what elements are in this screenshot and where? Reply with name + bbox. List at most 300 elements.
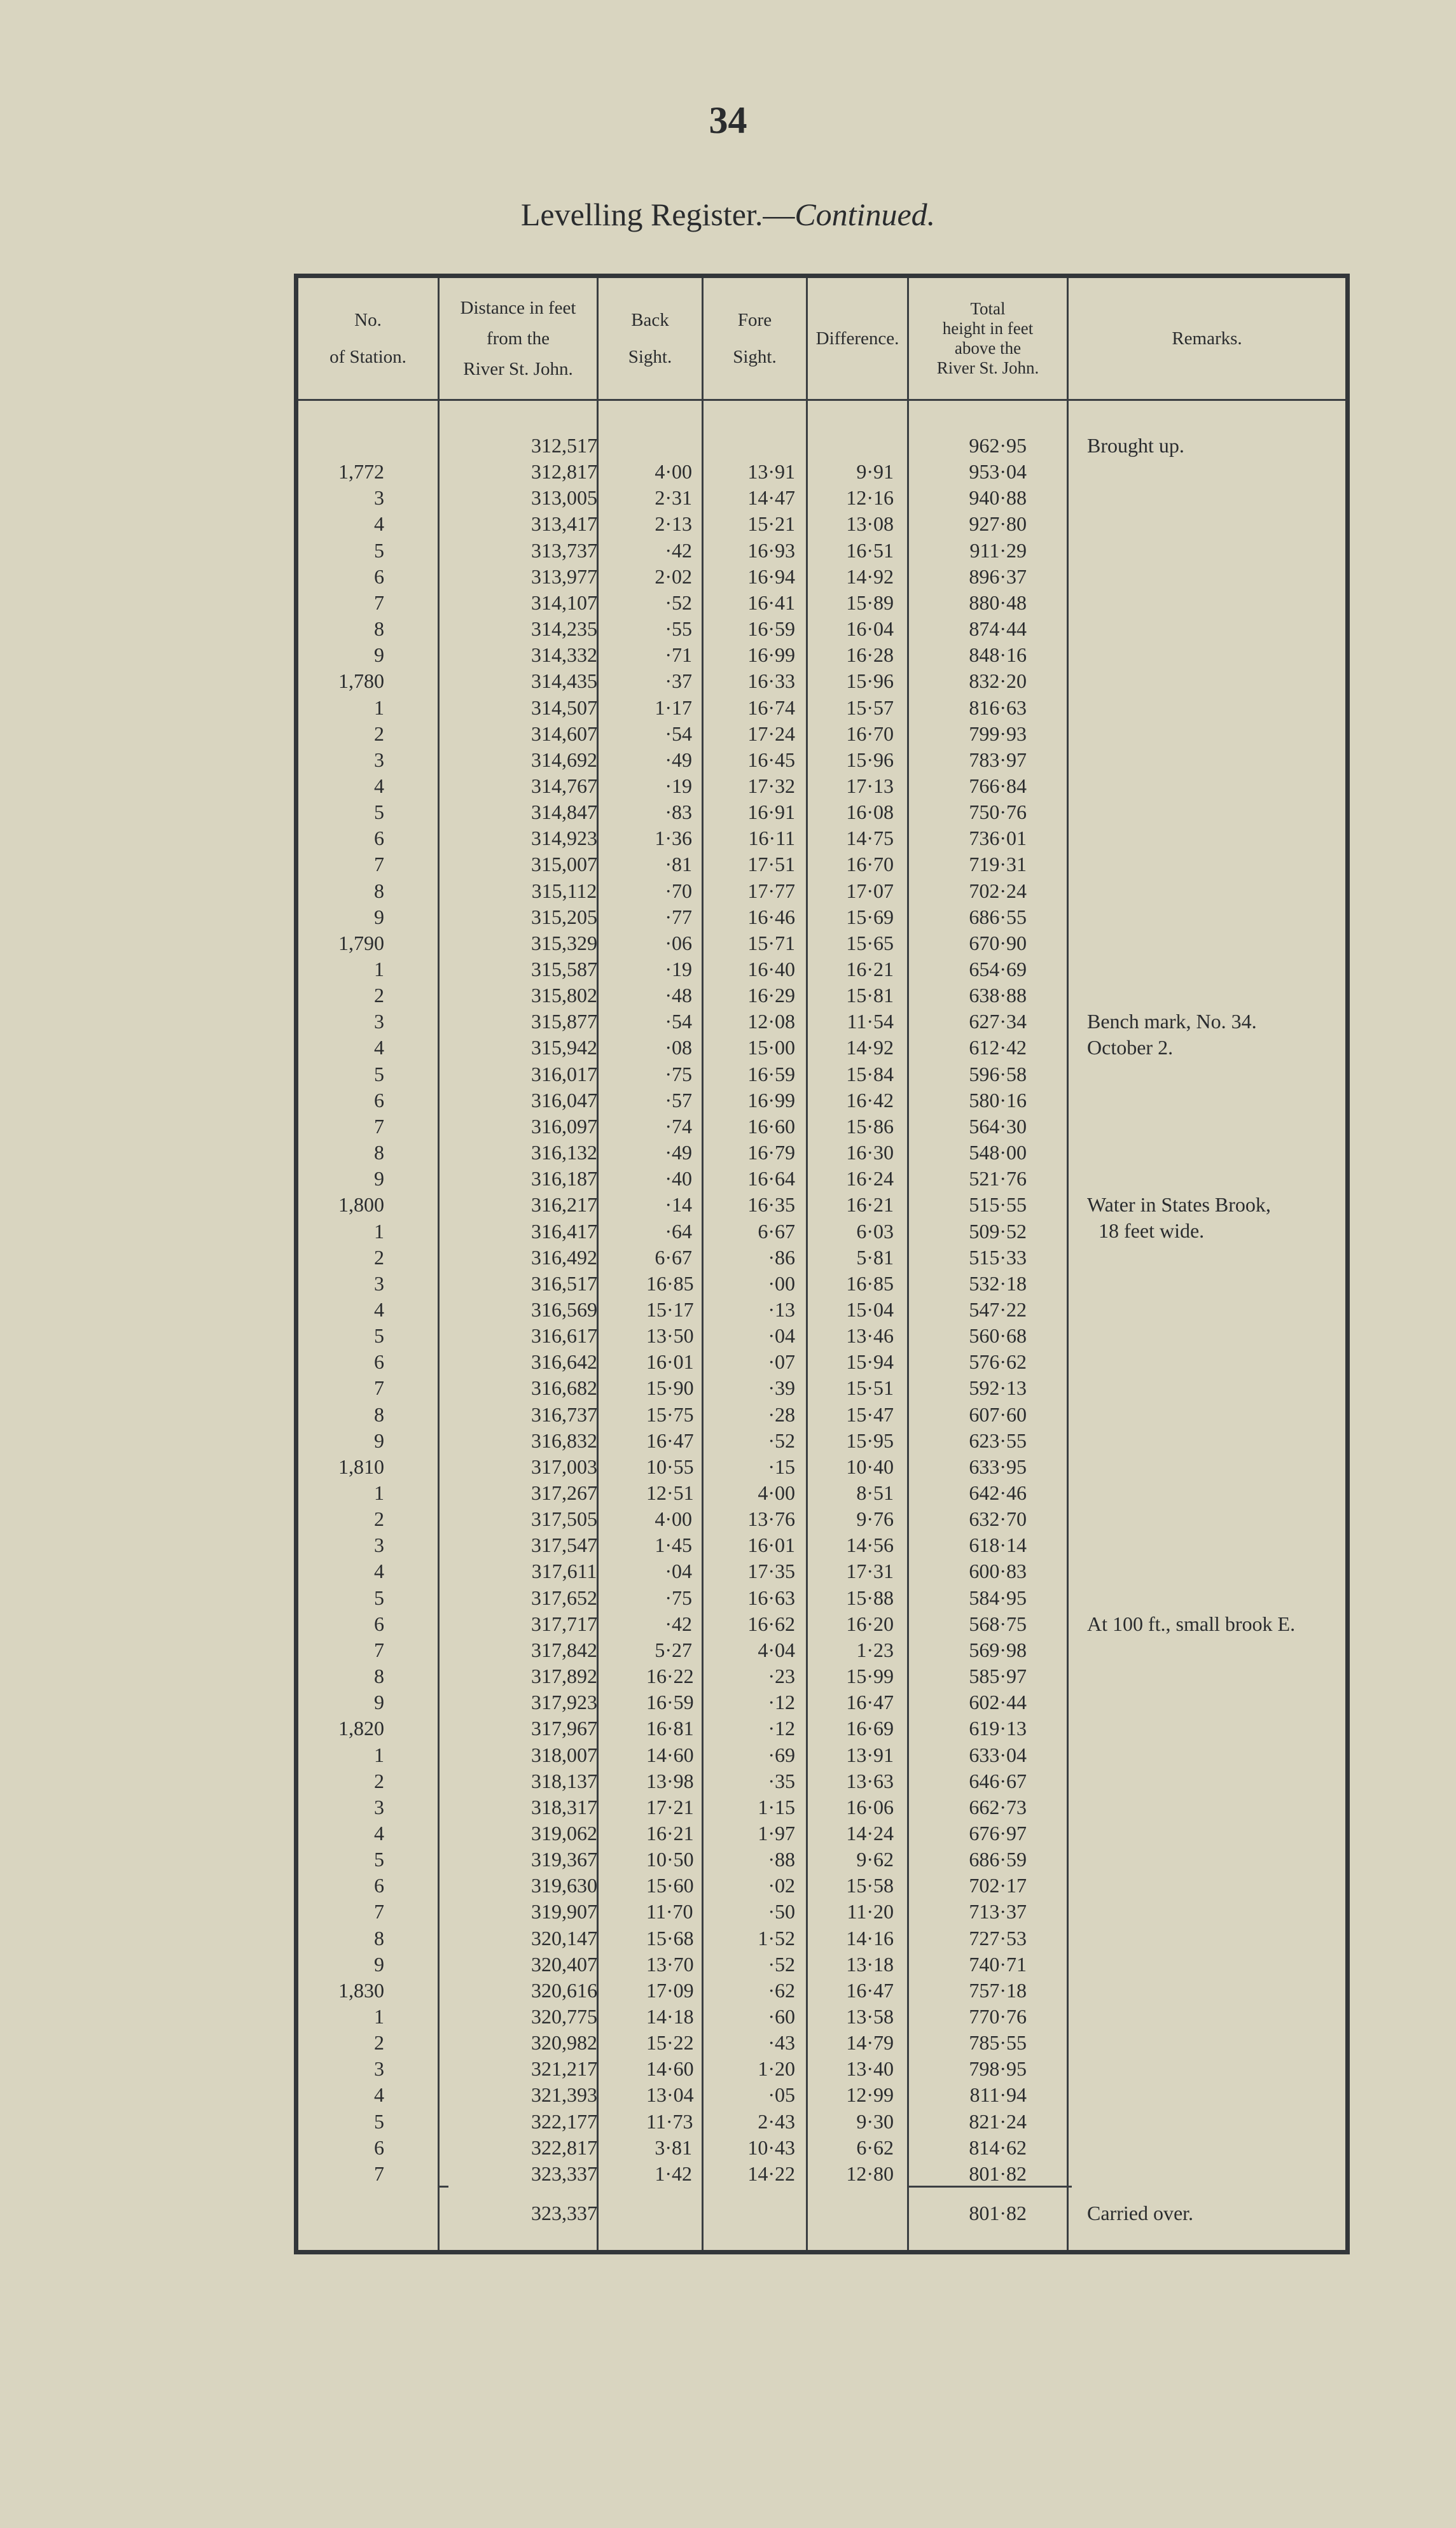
total-height-cell: 670·90 <box>969 931 1027 954</box>
total-height-cell: 547·22 <box>969 1297 1027 1321</box>
station-number: 8 <box>374 617 384 641</box>
back-sight-cell: ·64 <box>665 1219 692 1243</box>
table-row <box>298 2135 1345 2161</box>
station-number: 1,772 <box>338 460 384 484</box>
distance-cell: 317,892 <box>531 1665 597 1688</box>
distance-cell: 322,177 <box>531 2109 597 2133</box>
table-row <box>298 982 1345 1009</box>
back-sight-cell: 16·21 <box>646 1821 694 1845</box>
fore-sight-cell: 16·59 <box>747 617 795 641</box>
total-height-cell: 627·34 <box>969 1010 1027 1033</box>
difference-cell: 1·23 <box>856 1638 894 1661</box>
back-sight-cell: ·40 <box>665 1167 692 1191</box>
back-sight-cell: ·81 <box>665 853 692 876</box>
back-sight-cell: 4·00 <box>655 460 692 484</box>
total-height-cell: 785·55 <box>969 2031 1027 2055</box>
station-number: 7 <box>374 1900 384 1924</box>
fore-sight-cell: 16·33 <box>747 669 795 693</box>
header-fore-sight: Fore Sight. <box>733 309 777 367</box>
table-row <box>298 1978 1345 2004</box>
total-height-cell: 832·20 <box>969 669 1027 693</box>
total-height-cell: 801·82 <box>969 2161 1027 2185</box>
table-row <box>298 956 1345 982</box>
distance-cell: 317,611 <box>531 1560 597 1583</box>
back-sight-cell: 16·47 <box>646 1428 694 1452</box>
distance-cell: 315,329 <box>531 931 597 954</box>
difference-cell: 9·91 <box>856 460 894 484</box>
difference-cell: 17·31 <box>846 1560 894 1583</box>
back-sight-cell: 15·22 <box>646 2031 694 2055</box>
difference-cell: 13·40 <box>846 2057 894 2081</box>
back-sight-cell: 2·02 <box>655 564 692 588</box>
total-height-cell: 580·16 <box>969 1088 1027 1112</box>
total-height-cell: 602·44 <box>969 1691 1027 1714</box>
fore-sight-cell: 10·43 <box>747 2135 795 2159</box>
difference-cell: 12·99 <box>846 2083 894 2107</box>
difference-cell: 13·63 <box>846 1769 894 1792</box>
distance-cell: 315,007 <box>531 853 597 876</box>
table-row <box>298 2004 1345 2030</box>
table-row <box>298 2161 1345 2187</box>
difference-cell: 16·08 <box>846 800 894 824</box>
distance-cell: 318,137 <box>531 1769 597 1792</box>
table-row <box>298 851 1345 877</box>
station-number: 5 <box>374 2109 384 2133</box>
difference-cell: 15·99 <box>846 1665 894 1688</box>
table-row <box>298 773 1345 799</box>
total-height-cell: 814·62 <box>969 2135 1027 2159</box>
station-number: 8 <box>374 1926 384 1950</box>
back-sight-cell: 15·75 <box>646 1402 694 1426</box>
table-row <box>298 590 1345 616</box>
total-height-cell: 600·83 <box>969 1560 1027 1583</box>
table-row <box>298 1952 1345 1978</box>
distance-cell: 316,517 <box>531 1271 597 1295</box>
distance-cell: 319,907 <box>531 1900 597 1924</box>
title-suffix: Continued. <box>794 197 936 232</box>
back-sight-cell: 1·42 <box>655 2161 692 2185</box>
distance-cell: 314,107 <box>531 590 597 614</box>
station-number: 4 <box>374 1821 384 1845</box>
distance-cell: 317,003 <box>531 1455 597 1478</box>
fore-sight-cell: 17·32 <box>747 774 795 797</box>
difference-cell: 14·16 <box>846 1926 894 1950</box>
distance-cell: 314,607 <box>531 722 597 745</box>
station-number: 2 <box>374 984 384 1007</box>
fore-sight-cell: 16·11 <box>748 827 795 850</box>
back-sight-cell: ·74 <box>665 1114 692 1138</box>
back-sight-cell: 1·17 <box>655 695 692 719</box>
back-sight-cell: ·19 <box>665 774 692 797</box>
total-height-cell: 811·94 <box>969 2083 1027 2107</box>
table-row <box>298 1820 1345 1847</box>
table-row <box>298 1323 1345 1349</box>
remark-small-brook: At 100 ft., small brook E. <box>1087 1612 1296 1635</box>
total-height-cell: 607·60 <box>969 1402 1027 1426</box>
distance-cell: 313,417 <box>531 512 597 536</box>
fore-sight-cell: 17·24 <box>747 722 795 745</box>
table-row <box>298 1742 1345 1768</box>
back-sight-cell: 13·50 <box>646 1324 694 1348</box>
total-height-cell: 560·68 <box>969 1324 1027 1348</box>
distance-cell: 318,317 <box>531 1795 597 1819</box>
fore-sight-cell: 16·62 <box>747 1612 795 1635</box>
carried-remark: Carried over. <box>1087 2202 1194 2224</box>
station-number: 1 <box>374 695 384 719</box>
header-rule <box>298 399 1345 401</box>
difference-cell: 16·06 <box>846 1795 894 1819</box>
fore-sight-cell: 13·76 <box>747 1507 795 1531</box>
distance-cell: 323,337 <box>531 2161 597 2185</box>
fore-sight-cell: 16·74 <box>747 695 795 719</box>
distance-cell: 314,507 <box>531 695 597 719</box>
remark-brought-up: Brought up. <box>1087 434 1184 457</box>
total-height-cell: 568·75 <box>969 1612 1027 1635</box>
distance-cell: 315,877 <box>531 1010 597 1033</box>
total-height-cell: 676·97 <box>969 1821 1027 1845</box>
total-height-cell: 633·04 <box>969 1743 1027 1766</box>
station-number: 8 <box>374 879 384 902</box>
back-sight-cell: ·77 <box>665 905 692 928</box>
difference-cell: 15·65 <box>846 931 894 954</box>
table-row <box>298 2030 1345 2056</box>
total-height-cell: 736·01 <box>969 827 1027 850</box>
difference-cell: 16·24 <box>846 1167 894 1191</box>
total-height-cell: 740·71 <box>969 1952 1027 1976</box>
total-height-cell: 596·58 <box>969 1062 1027 1086</box>
distance-cell: 314,332 <box>531 643 597 667</box>
total-height-cell: 646·67 <box>969 1769 1027 1792</box>
back-sight-cell: 2·31 <box>655 486 692 510</box>
station-number: 6 <box>374 827 384 850</box>
station-number: 1,800 <box>338 1193 384 1217</box>
table-row <box>298 538 1345 564</box>
difference-cell: 12·16 <box>846 486 894 510</box>
difference-cell: 16·20 <box>846 1612 894 1635</box>
distance-cell: 320,407 <box>531 1952 597 1976</box>
fore-sight-cell: ·43 <box>768 2031 795 2055</box>
distance-cell: 319,062 <box>531 1821 597 1845</box>
difference-cell: 13·18 <box>846 1952 894 1976</box>
table-row <box>298 1847 1345 1873</box>
fore-sight-cell: ·23 <box>768 1665 795 1688</box>
table-row <box>298 668 1345 694</box>
difference-cell: 15·47 <box>846 1402 894 1426</box>
distance-cell: 316,737 <box>531 1402 597 1426</box>
fore-sight-cell: ·13 <box>768 1297 795 1321</box>
difference-cell: 16·21 <box>846 958 894 981</box>
distance-cell: 314,235 <box>531 617 597 641</box>
station-number: 7 <box>374 853 384 876</box>
total-height-cell: 896·37 <box>969 564 1027 588</box>
fore-sight-cell: 1·15 <box>758 1795 795 1819</box>
station-number: 9 <box>374 1952 384 1976</box>
table-row <box>298 1061 1345 1087</box>
remark-date: October 2. <box>1087 1036 1174 1059</box>
fore-sight-cell: ·86 <box>768 1245 795 1269</box>
back-sight-cell: ·52 <box>665 590 692 614</box>
difference-cell: 15·81 <box>846 984 894 1007</box>
table-row <box>298 721 1345 747</box>
back-sight-cell: ·71 <box>665 643 692 667</box>
difference-cell: 13·58 <box>846 2005 894 2028</box>
table-row <box>298 616 1345 642</box>
difference-cell: 9·30 <box>856 2109 894 2133</box>
station-number: 3 <box>374 1010 384 1033</box>
difference-cell: 15·84 <box>846 1062 894 1086</box>
total-height-cell: 564·30 <box>969 1114 1027 1138</box>
total-height-cell: 662·73 <box>969 1795 1027 1819</box>
back-sight-cell: 14·60 <box>646 1743 694 1766</box>
header-total-height: Total height in feet above the River St. John. <box>936 298 1039 378</box>
station-number: 6 <box>374 564 384 588</box>
table-row <box>298 1558 1345 1584</box>
total-height-cell: 713·37 <box>969 1900 1027 1924</box>
fore-sight-cell: 1·97 <box>758 1821 795 1845</box>
difference-cell: 14·92 <box>846 1036 894 1059</box>
station-number: 1,830 <box>338 1978 384 2002</box>
total-height-cell: 874·44 <box>969 617 1027 641</box>
table-row <box>298 1689 1345 1715</box>
back-sight-cell: ·06 <box>665 931 692 954</box>
back-sight-cell: 11·73 <box>646 2109 693 2133</box>
table-row <box>298 2082 1345 2108</box>
distance-cell: 314,767 <box>531 774 597 797</box>
back-sight-cell: 17·21 <box>646 1795 694 1819</box>
fore-sight-cell: 4·00 <box>758 1481 795 1504</box>
difference-cell: 13·91 <box>846 1743 894 1766</box>
station-number: 1,780 <box>338 669 384 693</box>
difference-cell: 12·80 <box>846 2161 894 2185</box>
table-row <box>298 642 1345 668</box>
total-height-cell: 750·76 <box>969 800 1027 824</box>
station-number: 6 <box>374 2135 384 2159</box>
distance-cell: 315,205 <box>531 905 597 928</box>
back-sight-cell: ·42 <box>665 1612 692 1635</box>
table-row <box>298 1480 1345 1506</box>
difference-cell: 15·96 <box>846 669 894 693</box>
distance-cell: 314,923 <box>531 827 597 850</box>
table-row <box>298 1925 1345 1952</box>
fore-sight-cell: ·52 <box>768 1428 795 1452</box>
total-height-cell: 940·88 <box>969 486 1027 510</box>
fore-sight-cell: ·62 <box>768 1978 795 2002</box>
distance-cell: 313,005 <box>531 486 597 510</box>
table-row <box>298 1114 1345 1140</box>
station-number: 9 <box>374 643 384 667</box>
table-row <box>298 1297 1345 1323</box>
station-number: 5 <box>374 1848 384 1871</box>
back-sight-cell: 16·85 <box>646 1271 694 1295</box>
difference-cell: 15·88 <box>846 1586 894 1609</box>
fore-sight-cell: 16·60 <box>747 1114 795 1138</box>
difference-cell: 5·81 <box>856 1245 894 1269</box>
back-sight-cell: 12·51 <box>646 1481 694 1504</box>
total-height-cell: 633·95 <box>969 1455 1027 1478</box>
distance-cell: 312,517 <box>531 434 597 457</box>
distance-cell: 313,977 <box>531 564 597 588</box>
table-row <box>298 878 1345 904</box>
fore-sight-cell: 16·99 <box>747 1088 795 1112</box>
distance-cell: 317,267 <box>531 1481 597 1504</box>
fore-sight-cell: ·52 <box>768 1952 795 1976</box>
back-sight-cell: 10·55 <box>646 1455 694 1478</box>
total-height-cell: 638·88 <box>969 984 1027 1007</box>
distance-cell: 317,505 <box>531 1507 597 1531</box>
total-height-cell: 592·13 <box>969 1376 1027 1400</box>
table-row <box>298 930 1345 956</box>
total-height-cell: 766·84 <box>969 774 1027 797</box>
difference-cell: 16·21 <box>846 1193 894 1217</box>
distance-cell: 315,942 <box>531 1036 597 1059</box>
table-row <box>298 1506 1345 1532</box>
back-sight-cell: ·75 <box>665 1586 692 1609</box>
difference-cell: 16·47 <box>846 1691 894 1714</box>
table-row <box>298 1375 1345 1401</box>
difference-cell: 16·69 <box>846 1717 894 1740</box>
back-sight-cell: 5·27 <box>655 1638 692 1661</box>
table-row <box>298 1166 1345 1192</box>
difference-cell: 16·51 <box>846 538 894 562</box>
station-number: 6 <box>374 1350 384 1374</box>
fore-sight-cell: 15·71 <box>747 931 795 954</box>
difference-cell: 14·75 <box>846 827 894 850</box>
station-number: 7 <box>374 590 384 614</box>
total-height-cell: 927·80 <box>969 512 1027 536</box>
total-height-cell: 962·95 <box>969 434 1027 457</box>
difference-cell: 16·70 <box>846 722 894 745</box>
station-number: 7 <box>374 1376 384 1400</box>
distance-cell: 316,682 <box>531 1376 597 1400</box>
fore-sight-cell: 6·67 <box>758 1219 795 1243</box>
distance-cell: 319,367 <box>531 1848 597 1871</box>
station-number: 1,790 <box>338 931 384 954</box>
distance-cell: 317,717 <box>531 1612 597 1635</box>
station-number: 5 <box>374 800 384 824</box>
station-number: 9 <box>374 1691 384 1714</box>
back-sight-cell: ·14 <box>665 1193 692 1217</box>
fore-sight-cell: ·69 <box>768 1743 795 1766</box>
distance-cell: 317,652 <box>531 1586 597 1609</box>
fore-sight-cell: 17·35 <box>747 1560 795 1583</box>
total-height-cell: 585·97 <box>969 1665 1027 1688</box>
total-height-cell: 521·76 <box>969 1167 1027 1191</box>
station-number: 4 <box>374 1560 384 1583</box>
fore-sight-cell: 2·43 <box>758 2109 795 2133</box>
fore-sight-cell: ·60 <box>768 2005 795 2028</box>
total-height-cell: 719·31 <box>969 853 1027 876</box>
total-height-cell: 686·59 <box>969 1848 1027 1871</box>
table-row <box>298 2109 1345 2135</box>
station-number: 3 <box>374 486 384 510</box>
station-number: 1,810 <box>338 1455 384 1478</box>
page-title <box>0 196 1456 233</box>
fore-sight-cell: 14·47 <box>747 486 795 510</box>
difference-cell: 15·96 <box>846 748 894 771</box>
table-row <box>298 904 1345 930</box>
distance-cell: 320,616 <box>531 1978 597 2002</box>
distance-cell: 316,617 <box>531 1324 597 1348</box>
difference-cell: 17·13 <box>846 774 894 797</box>
difference-cell: 15·89 <box>846 590 894 614</box>
total-height-cell: 632·70 <box>969 1507 1027 1531</box>
fore-sight-cell: 17·51 <box>747 853 795 876</box>
fore-sight-cell: 16·91 <box>747 800 795 824</box>
fore-sight-cell: 4·04 <box>758 1638 795 1661</box>
back-sight-cell: ·55 <box>665 617 692 641</box>
back-sight-cell: 14·60 <box>646 2057 694 2081</box>
total-height-cell: 757·18 <box>969 1978 1027 2002</box>
back-sight-cell: 13·98 <box>646 1769 694 1792</box>
table-row <box>298 564 1345 590</box>
back-sight-cell: 15·68 <box>646 1926 694 1950</box>
difference-cell: 16·42 <box>846 1088 894 1112</box>
distance-cell: 316,187 <box>531 1167 597 1191</box>
fore-sight-cell: 12·08 <box>747 1010 795 1033</box>
fore-sight-cell: 16·41 <box>747 590 795 614</box>
distance-cell: 319,630 <box>531 1874 597 1897</box>
back-sight-cell: ·48 <box>665 984 692 1007</box>
difference-cell: 15·86 <box>846 1114 894 1138</box>
station-number: 5 <box>374 1324 384 1348</box>
back-sight-cell: 16·59 <box>646 1691 694 1714</box>
table-row <box>298 747 1345 773</box>
table-row <box>298 1532 1345 1558</box>
header-difference: Difference. <box>815 328 899 349</box>
back-sight-cell: 13·70 <box>646 1952 694 1976</box>
back-sight-cell: ·54 <box>665 1010 692 1033</box>
header-station: No. of Station. <box>329 309 406 367</box>
distance-cell: 317,923 <box>531 1691 597 1714</box>
page-number: 34 <box>709 99 747 141</box>
fore-sight-cell: ·12 <box>768 1717 795 1740</box>
total-height-cell: 770·76 <box>969 2005 1027 2028</box>
difference-cell: 15·94 <box>846 1350 894 1374</box>
distance-cell: 316,417 <box>531 1219 597 1243</box>
back-sight-cell: ·49 <box>665 748 692 771</box>
total-height-cell: 532·18 <box>969 1271 1027 1295</box>
distance-cell: 322,817 <box>531 2135 597 2159</box>
back-sight-cell: 14·18 <box>646 2005 694 2028</box>
station-number: 3 <box>374 1271 384 1295</box>
station-number: 8 <box>374 1665 384 1688</box>
table-row <box>298 1873 1345 1899</box>
distance-cell: 317,547 <box>531 1533 597 1557</box>
back-sight-cell: ·54 <box>665 722 692 745</box>
table-row <box>298 1428 1345 1454</box>
back-sight-cell: 2·13 <box>655 512 692 536</box>
station-number: 4 <box>374 2083 384 2107</box>
total-height-cell: 584·95 <box>969 1586 1027 1609</box>
distance-cell: 313,737 <box>531 538 597 562</box>
fore-sight-cell: 16·93 <box>747 538 795 562</box>
station-number: 9 <box>374 1428 384 1452</box>
fore-sight-cell: ·39 <box>768 1376 795 1400</box>
back-sight-cell: 13·04 <box>646 2083 694 2107</box>
station-number: 5 <box>374 1586 384 1609</box>
total-height-cell: 702·24 <box>969 879 1027 902</box>
station-number: 4 <box>374 1036 384 1059</box>
difference-cell: 15·58 <box>846 1874 894 1897</box>
station-number: 3 <box>374 748 384 771</box>
station-number: 5 <box>374 538 384 562</box>
total-height-cell: 509·52 <box>969 1219 1027 1243</box>
fore-sight-cell: ·35 <box>768 1769 795 1792</box>
fore-sight-cell: 16·94 <box>747 564 795 588</box>
remark-water-line-1: Water in States Brook, <box>1087 1193 1271 1216</box>
total-height-cell: 702·17 <box>969 1874 1027 1897</box>
station-number: 2 <box>374 722 384 745</box>
